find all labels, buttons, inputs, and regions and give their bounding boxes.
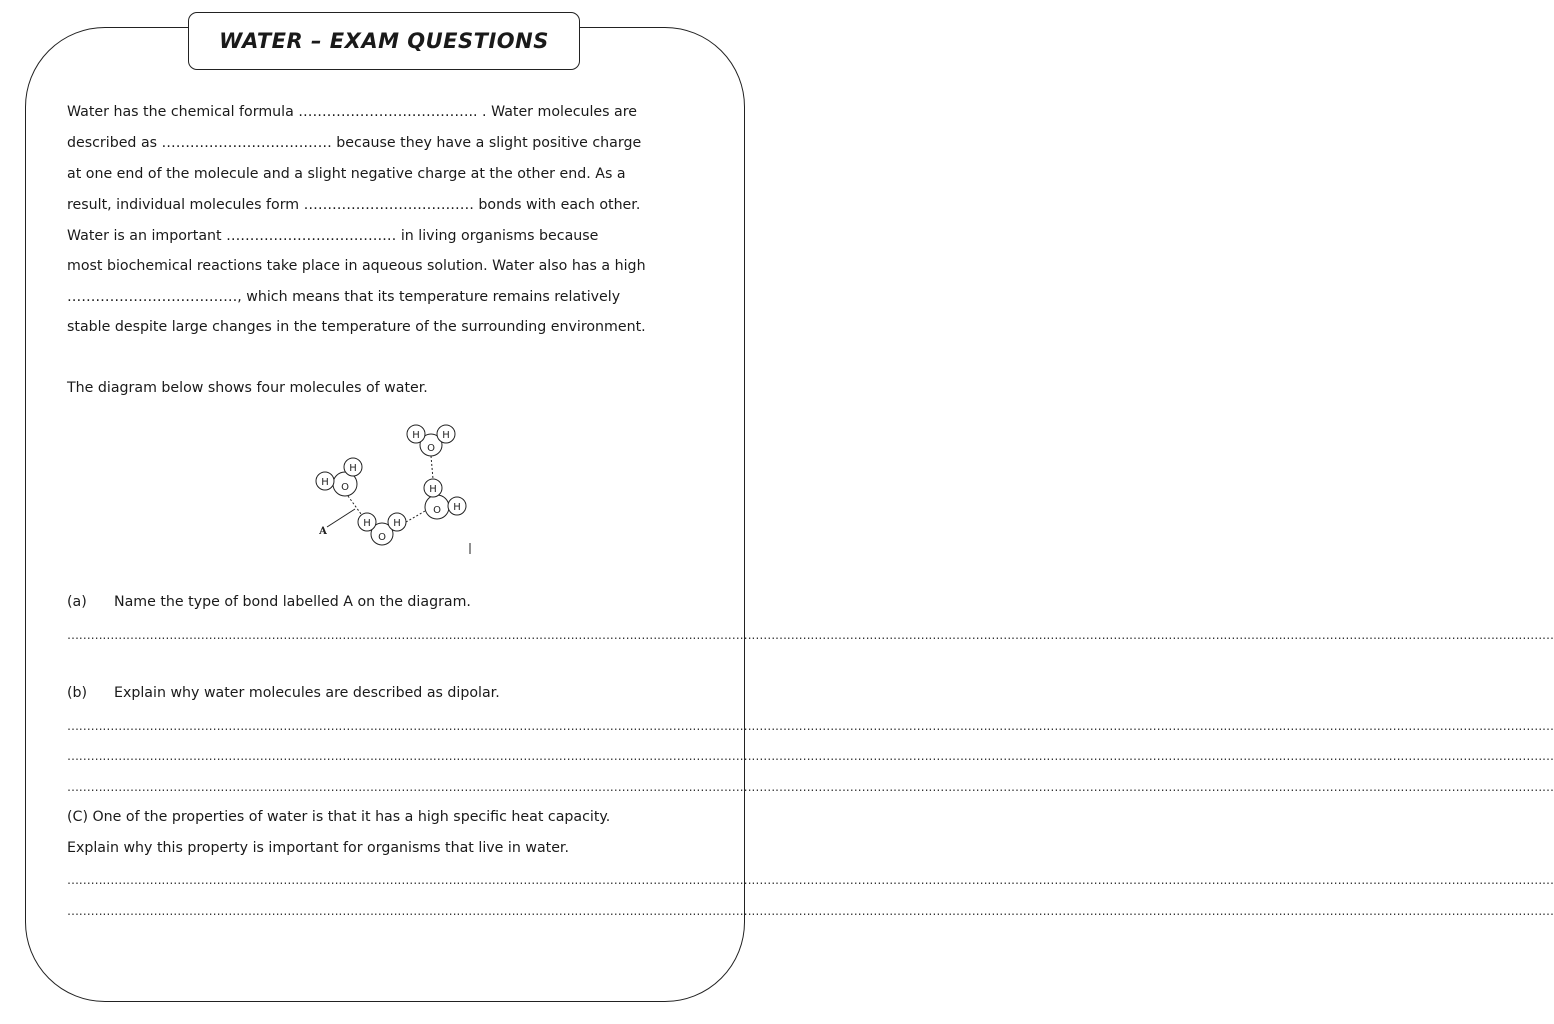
atom-label: H [412,430,420,441]
question-b-label: (b) [67,685,88,701]
answer-line[interactable]: ……………………………………………………………………………………………………………………………………………………………………………………………………………………………………………………………………………………………………………………………………………… [67,628,1554,642]
answer-line[interactable]: ……………………………………………………………………………………………………………………………………………………………………………………………………………………………………………………………………………………………………………………………………………… [67,904,1554,918]
question-a-label: (a) [67,594,87,610]
water-molecules-diagram [300,418,480,558]
atom-label: H [442,430,450,441]
answer-line[interactable]: ……………………………………………………………………………………………………………………………………………………………………………………………………………………………………………………………………………………………………………………………………………… [67,780,1554,794]
passage-line: Water has the chemical formula ……………………………….. . Water molecules are [67,104,637,120]
question-c-text: Explain why this property is important for organisms that live in water. [67,840,569,856]
atom-label: H [349,463,357,474]
passage-line: stable despite large changes in the temperature of the surrounding environment. [67,319,646,335]
page-title: WATER – EXAM QUESTIONS [219,29,549,53]
answer-line[interactable]: ……………………………………………………………………………………………………………………………………………………………………………………………………………………………………………………………………………………………………………………………………………… [67,749,1554,763]
atom-label: O [433,505,441,516]
diagram-intro: The diagram below shows four molecules of water. [67,380,428,396]
atom-label: H [393,518,401,529]
atom-label: H [321,477,329,488]
atom-label: O [427,443,435,454]
answer-line[interactable]: ……………………………………………………………………………………………………………………………………………………………………………………………………………………………………………………………………………………………………………………………………………… [67,873,1554,887]
passage-line: result, individual molecules form ……………………………… bonds with each other. [67,197,641,213]
label-pointer [327,509,355,527]
question-b-text: Explain why water molecules are described as dipolar. [114,685,500,701]
answer-line[interactable]: ……………………………………………………………………………………………………………………………………………………………………………………………………………………………………………………………………………………………………………………………………………… [67,719,1554,733]
atom-label: H [363,518,371,529]
passage-line: at one end of the molecule and a slight negative charge at the other end. As a [67,166,626,182]
hydrogen-bond [431,456,433,479]
bond-label-a: A [319,526,327,537]
atom-label: H [453,502,461,513]
hydrogen-bond [406,511,425,522]
passage-line: Water is an important ……………………………… in living organisms because [67,228,599,244]
passage-line: most biochemical reactions take place in aqueous solution. Water also has a high [67,258,646,274]
atom-label: H [429,484,437,495]
question-a-text: Name the type of bond labelled A on the diagram. [114,594,471,610]
passage-line: described as ……………………………… because they have a slight positive charge [67,135,642,151]
atom-label: O [341,482,349,493]
hydrogen-bond [348,496,361,514]
title-box [188,12,580,70]
question-c-text: (C) One of the properties of water is that it has a high specific heat capacity. [67,809,611,825]
passage-line: ………………………………, which means that its temperature remains relatively [67,289,621,305]
atom-label: O [378,532,386,543]
